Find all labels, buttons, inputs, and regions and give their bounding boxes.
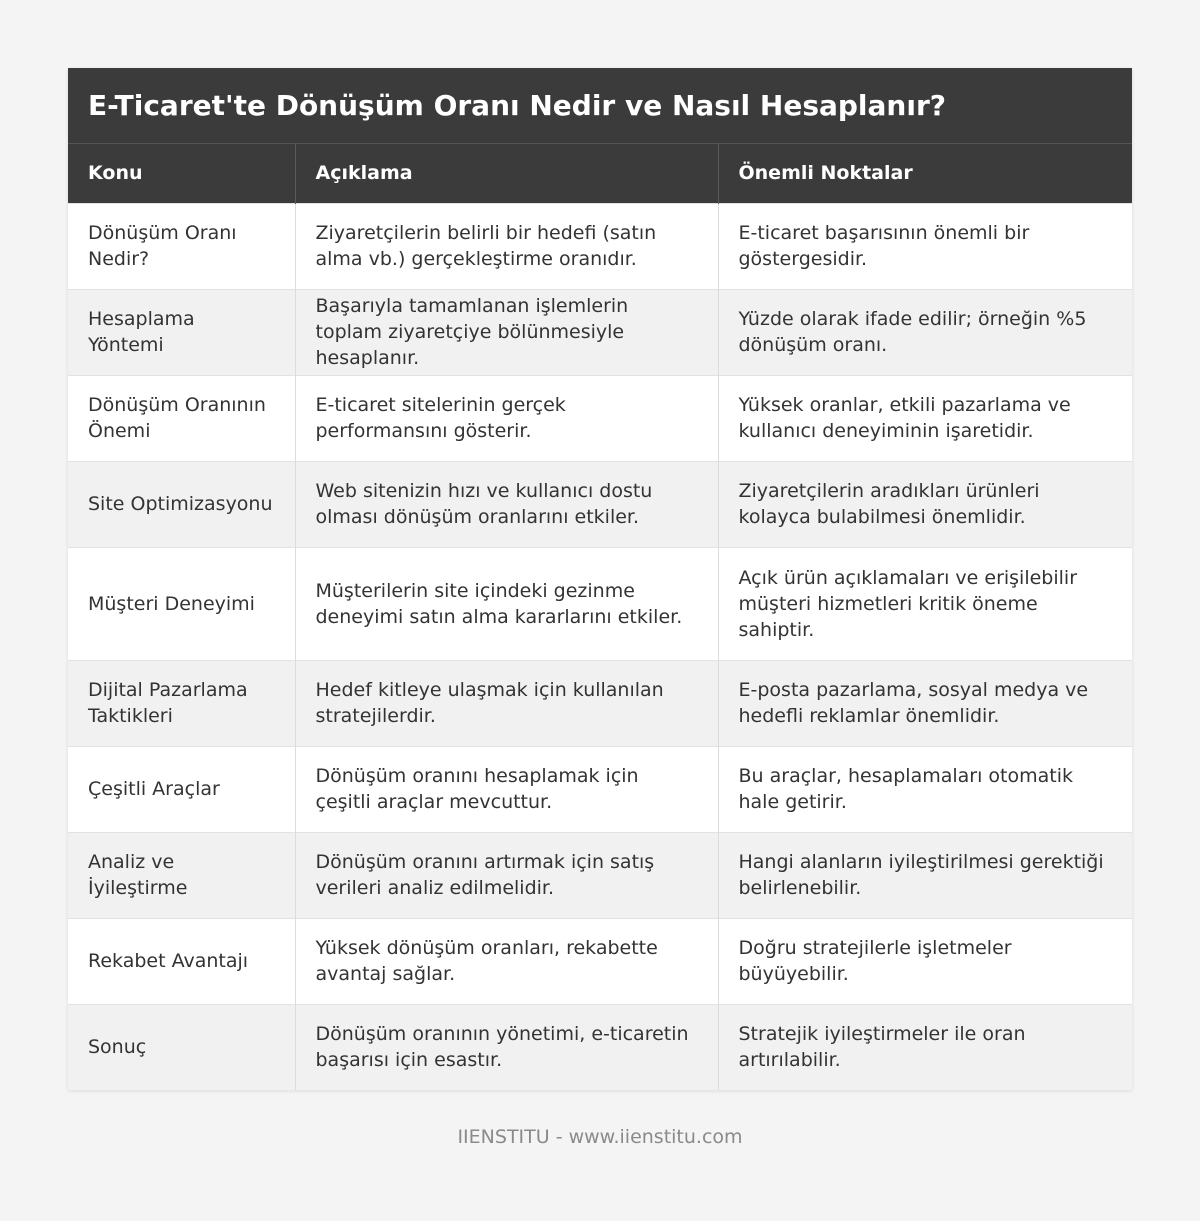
cell-aciklama: Dönüşüm oranını artırmak için satış verileri analiz edilmelidir. [295,832,718,918]
cell-aciklama: E-ticaret sitelerinin gerçek performansını gösterir. [295,375,718,461]
table-row [68,660,1132,746]
cell-onemli-noktalar: Bu araçlar, hesaplamaları otomatik hale getirir. [718,746,1132,832]
table-row [68,1004,1132,1090]
cell-konu: Dönüşüm Oranı Nedir? [68,203,295,289]
cell-konu: Analiz ve İyileştirme [68,832,295,918]
column-header-aciklama: Açıklama [295,144,718,203]
cell-aciklama: Yüksek dönüşüm oranları, rekabette avantaj sağlar. [295,918,718,1004]
cell-onemli-noktalar: Yüksek oranlar, etkili pazarlama ve kullanıcı deneyiminin işaretidir. [718,375,1132,461]
cell-aciklama: Müşterilerin site içindeki gezinme deneyimi satın alma kararlarını etkiler. [295,547,718,660]
table-row [68,289,1132,375]
table-row [68,746,1132,832]
table-row [68,918,1132,1004]
cell-onemli-noktalar: Ziyaretçilerin aradıkları ürünleri kolayca bulabilmesi önemlidir. [718,461,1132,547]
cell-konu: Hesaplama Yöntemi [68,289,295,375]
cell-konu: Sonuç [68,1004,295,1090]
cell-konu: Site Optimizasyonu [68,461,295,547]
cell-onemli-noktalar: Açık ürün açıklamaları ve erişilebilir müşteri hizmetleri kritik öneme sahiptir. [718,547,1132,660]
cell-onemli-noktalar: E-ticaret başarısının önemli bir göstergesidir. [718,203,1132,289]
cell-konu: Rekabet Avantajı [68,918,295,1004]
cell-onemli-noktalar: Stratejik iyileştirmeler ile oran artırılabilir. [718,1004,1132,1090]
content-card [68,68,1132,1090]
cell-onemli-noktalar: E-posta pazarlama, sosyal medya ve hedefli reklamlar önemlidir. [718,660,1132,746]
footer-credit: IIENSTITU - www.iienstitu.com [457,1126,743,1148]
cell-konu: Dijital Pazarlama Taktikleri [68,660,295,746]
table-row [68,832,1132,918]
page-title: E-Ticaret'te Dönüşüm Oranı Nedir ve Nasıl Hesaplanır? [88,89,947,122]
cell-aciklama: Dönüşüm oranını hesaplamak için çeşitli araçlar mevcuttur. [295,746,718,832]
table-row [68,547,1132,660]
cell-konu: Dönüşüm Oranının Önemi [68,375,295,461]
cell-aciklama: Dönüşüm oranının yönetimi, e-ticaretin başarısı için esastır. [295,1004,718,1090]
cell-onemli-noktalar: Hangi alanların iyileştirilmesi gerektiği belirlenebilir. [718,832,1132,918]
column-header-onemli-noktalar: Önemli Noktalar [718,144,1132,203]
cell-aciklama: Ziyaretçilerin belirli bir hedefi (satın alma vb.) gerçekleştirme oranıdır. [295,203,718,289]
cell-onemli-noktalar: Yüzde olarak ifade edilir; örneğin %5 dönüşüm oranı. [718,289,1132,375]
table-row [68,375,1132,461]
cell-aciklama: Başarıyla tamamlanan işlemlerin toplam ziyaretçiye bölünmesiyle hesaplanır. [295,289,718,375]
data-table [68,144,1132,1090]
cell-aciklama: Web sitenizin hızı ve kullanıcı dostu olması dönüşüm oranlarını etkiler. [295,461,718,547]
cell-konu: Müşteri Deneyimi [68,547,295,660]
column-header-konu: Konu [68,144,295,203]
table-row [68,203,1132,289]
cell-aciklama: Hedef kitleye ulaşmak için kullanılan stratejilerdir. [295,660,718,746]
cell-onemli-noktalar: Doğru stratejilerle işletmeler büyüyebilir. [718,918,1132,1004]
table-header-row [68,144,1132,203]
title-bar [68,68,1132,144]
table-row [68,461,1132,547]
cell-konu: Çeşitli Araçlar [68,746,295,832]
